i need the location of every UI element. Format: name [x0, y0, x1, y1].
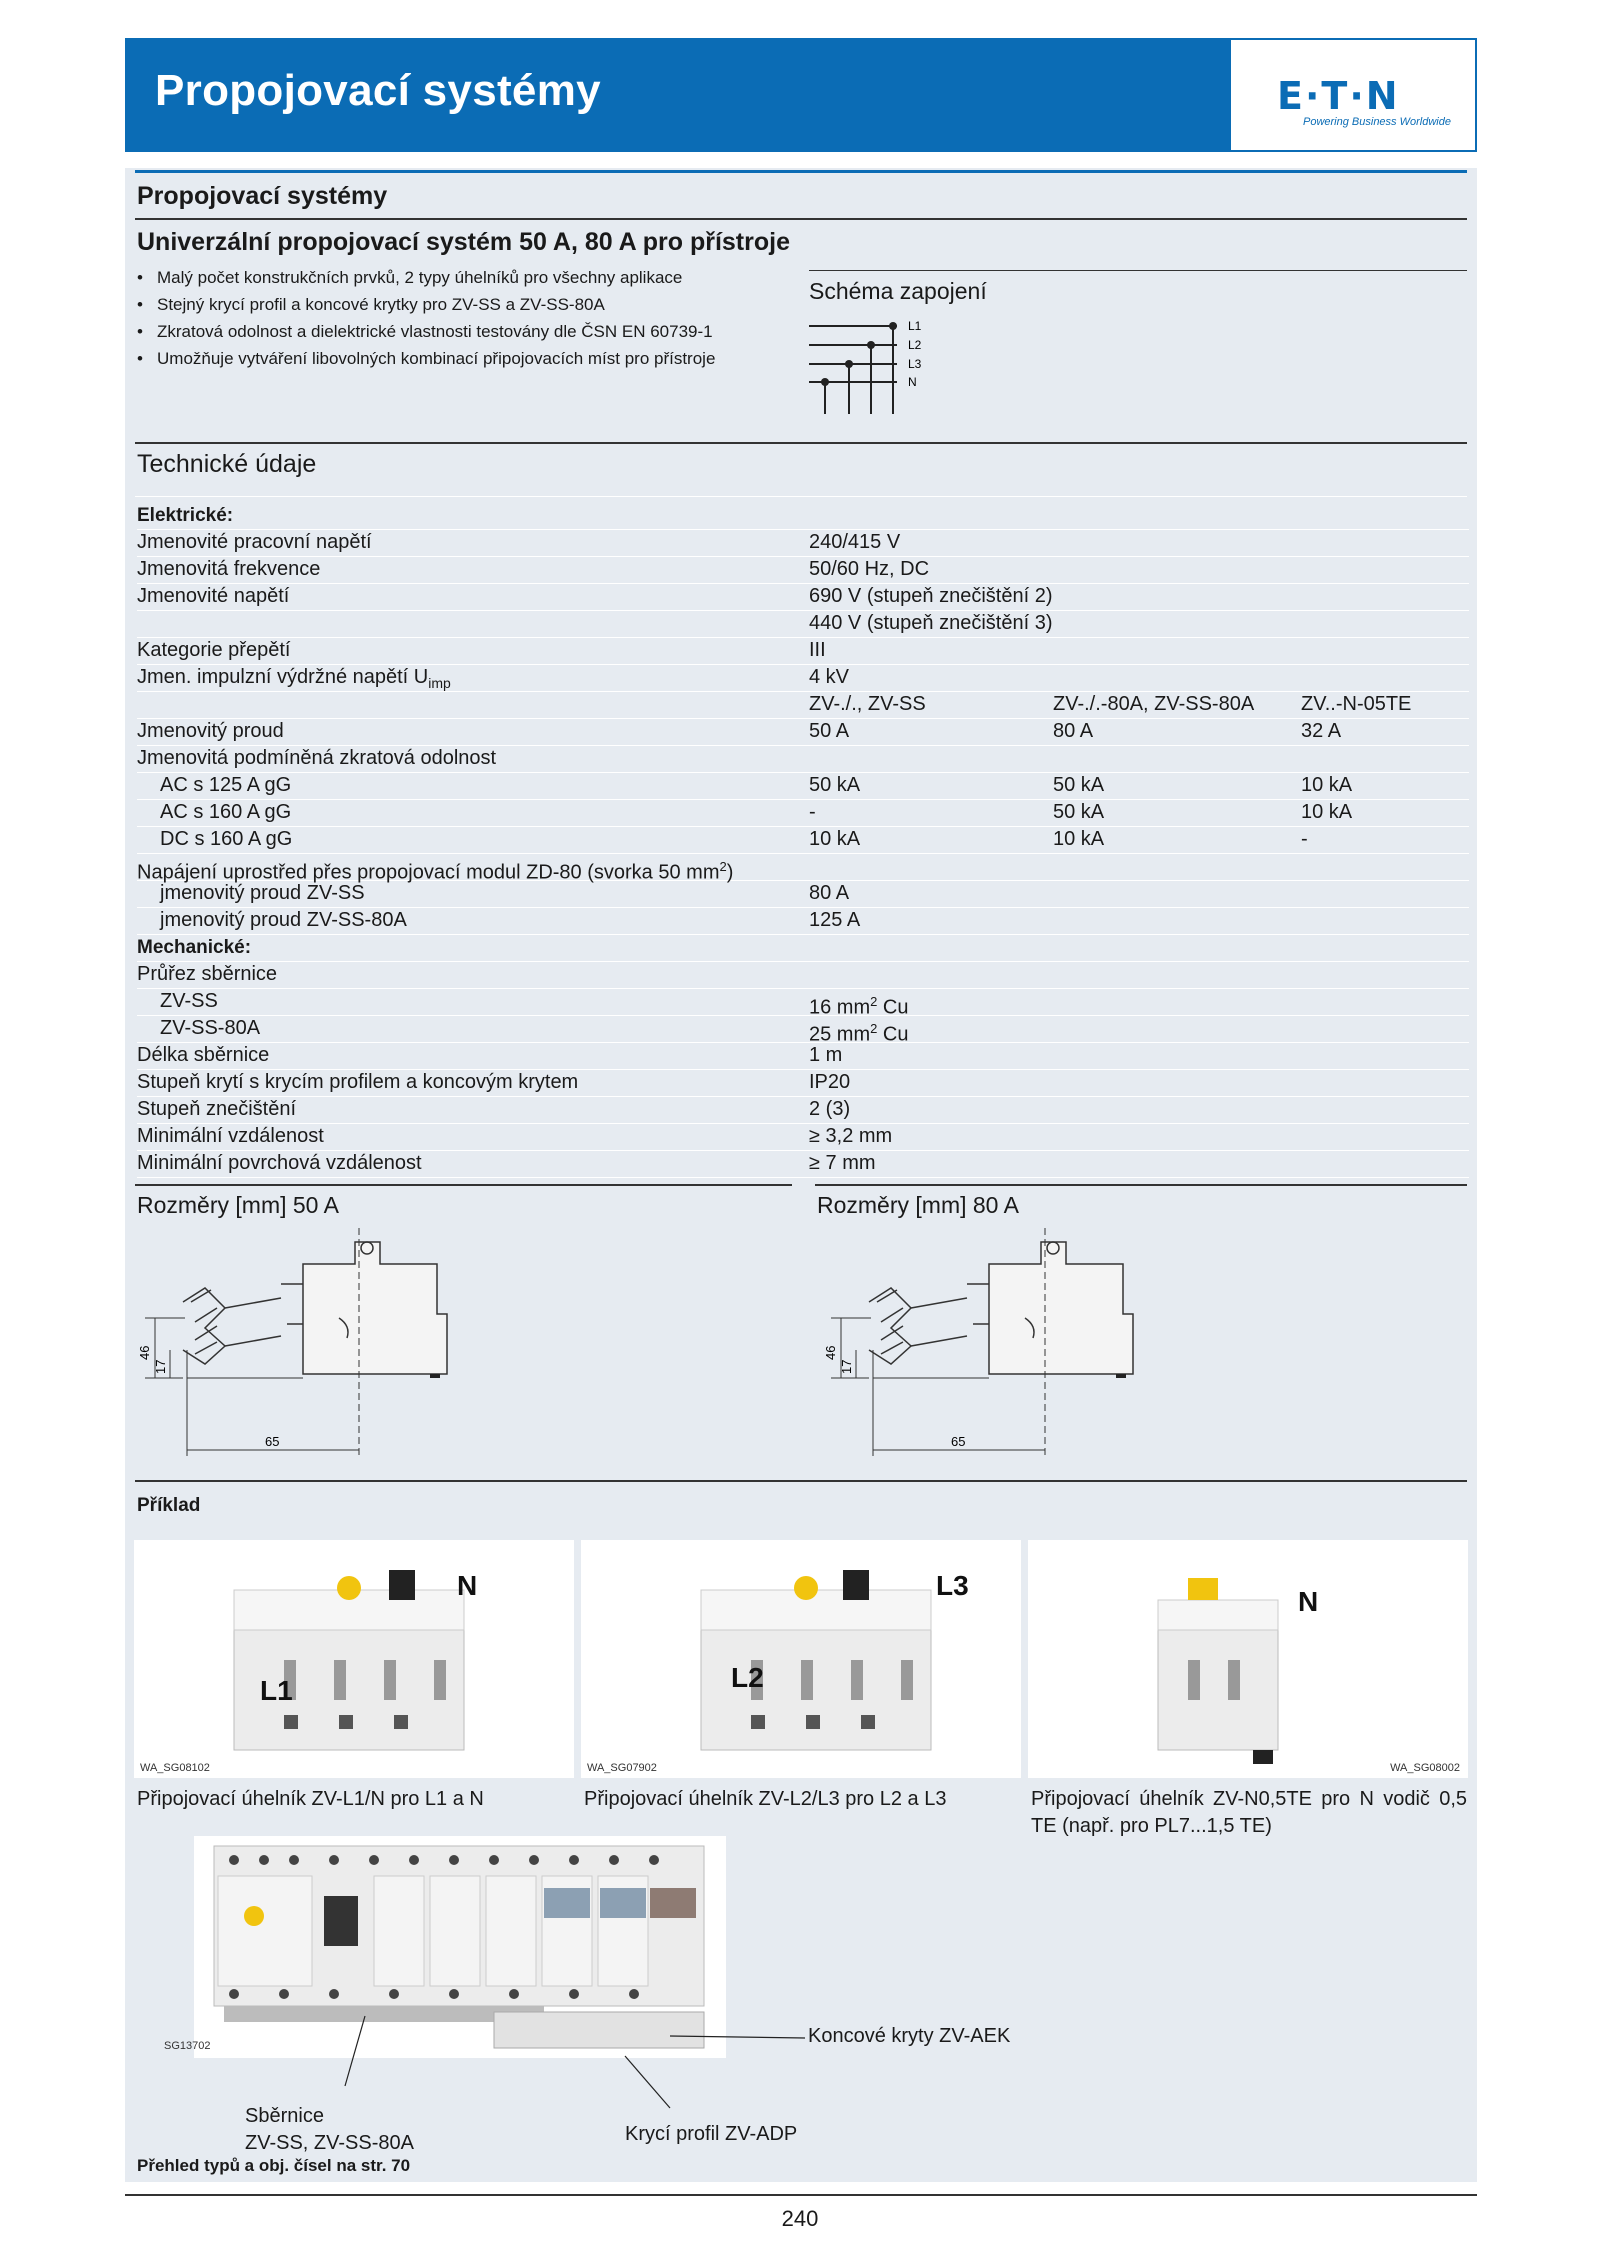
- label-l2: L2: [731, 1662, 764, 1693]
- tech-row-value: 690 V (stupeň znečištění 2): [809, 585, 1053, 607]
- label-cover-profile: Krycí profil ZV-ADP: [625, 2123, 798, 2145]
- connector-photo-icon: [134, 1540, 574, 1778]
- tech-row-value: 125 A: [809, 909, 861, 931]
- tech-row: [137, 610, 1469, 638]
- tech-row-value: -: [809, 801, 816, 823]
- tech-row-label: Elektrické:: [137, 505, 234, 526]
- tech-row-label: ZV-SS: [160, 990, 218, 1012]
- tech-row: [137, 691, 1469, 719]
- tech-row-label: Jmenovité pracovní napětí: [137, 531, 372, 553]
- label-busbar-types: ZV-SS, ZV-SS-80A: [245, 2132, 414, 2154]
- tech-row-label: Stupeň krytí s krycím profilem a koncovým krytem: [137, 1071, 579, 1093]
- tech-row: [137, 1069, 1469, 1097]
- tech-row-label: AC s 125 A gG: [160, 774, 292, 796]
- tech-row-value: 10 kA: [809, 828, 861, 850]
- tech-row-label: Jmenovitá frekvence: [137, 558, 321, 580]
- page-header: [125, 38, 1477, 152]
- tech-row-value: 32 A: [1301, 720, 1342, 742]
- tech-row-label: DC s 160 A gG: [160, 828, 293, 850]
- dim-height-46: 46: [823, 1345, 838, 1360]
- header-title: Propojovací systémy: [155, 66, 601, 115]
- tech-row-value: 10 kA: [1053, 828, 1105, 850]
- tech-row-value: ≥ 7 mm: [809, 1152, 876, 1174]
- label-l3: L3: [936, 1570, 969, 1601]
- tech-row-value: 10 kA: [1301, 801, 1353, 823]
- tech-row-value: 25 $mm^2$ Cu: [809, 1021, 909, 1046]
- divider: [815, 1184, 1467, 1186]
- content-panel: [125, 168, 1477, 2182]
- tech-row-label: Jmen. impulzní výdržné napětí $U_{imp}$: [137, 666, 451, 691]
- tech-row-value: 50 kA: [809, 774, 861, 796]
- tech-row-label: Jmenovitý proud: [137, 720, 284, 742]
- example-title: Příklad: [137, 1495, 201, 1516]
- label-l1: L1: [260, 1675, 293, 1706]
- schema-divider: [809, 270, 1467, 271]
- tech-row: [137, 1096, 1469, 1124]
- photo-code: WA_SG08002: [1390, 1762, 1460, 1774]
- tech-row: [137, 637, 1469, 665]
- tech-row-label: Průřez sběrnice: [137, 963, 278, 985]
- tech-row: [137, 1015, 1469, 1046]
- tech-row-label: Stupeň znečištění: [137, 1098, 296, 1120]
- tech-row: [137, 988, 1469, 1019]
- tech-row-value: 80 A: [809, 882, 850, 904]
- tech-row-label: Napájení uprostřed přes propojovací modul ZD-80 (svorka 50 $mm^2$): [137, 859, 734, 884]
- divider: [135, 218, 1467, 220]
- tech-row-value: ≥ 3,2 mm: [809, 1125, 893, 1147]
- tech-row: [137, 664, 1469, 692]
- dim-height-17: 17: [153, 1359, 168, 1374]
- tech-row-value: 16 $mm^2$ Cu: [809, 994, 909, 1019]
- dim-height-46: 46: [137, 1345, 152, 1360]
- tech-row-value: 80 A: [1053, 720, 1094, 742]
- tech-row-label: jmenovitý proud ZV-SS-80A: [160, 909, 407, 931]
- photo-zv-l2-l3: [581, 1540, 1021, 1778]
- schema-title: Schéma zapojení: [809, 278, 987, 304]
- tech-row-value: 10 kA: [1301, 774, 1353, 796]
- callout-lines: [125, 1836, 1477, 2136]
- tech-row: [137, 1123, 1469, 1151]
- tech-row-value: 50 kA: [1053, 774, 1105, 796]
- tech-row: [137, 880, 1469, 908]
- label-busbar: Sběrnice: [245, 2105, 324, 2127]
- divider: [135, 1184, 792, 1186]
- photo-zv-n05te: [1028, 1540, 1468, 1778]
- tech-row-value: 440 V (stupeň znečištění 3): [809, 612, 1053, 634]
- dim-width-65: 65: [951, 1434, 966, 1449]
- section-title: Propojovací systémy: [137, 182, 388, 210]
- photo-code: SG13702: [164, 2040, 211, 2052]
- logo-tagline: Powering Business Worldwide: [1303, 116, 1451, 128]
- schema-label-n: N: [908, 375, 917, 389]
- photo-zv-l1-n: [134, 1540, 574, 1778]
- schema-label-l2: L2: [908, 338, 922, 352]
- tech-row: [137, 502, 1469, 530]
- schema-label-l1: L1: [908, 319, 922, 333]
- tech-row-value: ZV-./., ZV-SS: [809, 693, 926, 715]
- tech-row: [137, 826, 1469, 854]
- feature-item: • Malý počet konstrukčních prvků, 2 typy úhelníků pro všechny aplikace: [137, 264, 797, 291]
- logo-word: E·T·N: [1277, 74, 1400, 118]
- tech-row: [137, 556, 1469, 584]
- tech-row-label: Délka sběrnice: [137, 1044, 270, 1066]
- tech-row: [137, 1042, 1469, 1070]
- photo-caption: Připojovací úhelník ZV-L2/L3 pro L2 a L3: [584, 1788, 947, 1810]
- tech-row: [137, 745, 1469, 773]
- dim-width-65: 65: [265, 1434, 280, 1449]
- tech-row-value: 50/60 Hz, DC: [809, 558, 930, 580]
- dimension-drawing-50a: [125, 1228, 485, 1458]
- schema-label-l3: L3: [908, 357, 922, 371]
- tech-row-value: ZV..-N-05TE: [1301, 693, 1412, 715]
- tech-row-value: -: [1301, 828, 1308, 850]
- tech-row-value: III: [809, 639, 826, 661]
- tech-row-label: Mechanické:: [137, 937, 252, 958]
- dims-left-title: Rozměry [mm] 50 A: [137, 1192, 339, 1218]
- tech-row-label: ZV-SS-80A: [160, 1017, 261, 1039]
- connector-photo-icon: [1028, 1540, 1468, 1778]
- tech-row: [137, 853, 1469, 884]
- tech-row-label: Jmenovité napětí: [137, 585, 290, 607]
- label-end-covers: Koncové kryty ZV-AEK: [808, 2025, 1011, 2047]
- section-subtitle: Univerzální propojovací systém 50 A, 80 A pro přístroje: [137, 228, 790, 256]
- tech-row-value: 4 kV: [809, 666, 850, 688]
- tech-row: [137, 529, 1469, 557]
- tech-row-label: Minimální povrchová vzdálenost: [137, 1152, 422, 1174]
- tech-row: [137, 583, 1469, 611]
- tech-row-label: Jmenovitá podmíněná zkratová odolnost: [137, 747, 497, 769]
- page-number: 240: [781, 2206, 819, 2231]
- tech-row: [137, 718, 1469, 746]
- wiring-schema: [805, 318, 945, 418]
- tech-row-label: Kategorie přepětí: [137, 639, 291, 661]
- tech-row-label: AC s 160 A gG: [160, 801, 292, 823]
- divider: [135, 496, 1467, 497]
- tech-title: Technické údaje: [137, 450, 317, 478]
- dims-right-title: Rozměry [mm] 80 A: [817, 1192, 1019, 1218]
- tech-row: [137, 799, 1469, 827]
- tech-row-value: 50 kA: [1053, 801, 1105, 823]
- tech-row: [137, 907, 1469, 935]
- label-n: N: [1298, 1586, 1319, 1617]
- tech-row-value: ZV-./.-80A, ZV-SS-80A: [1053, 693, 1255, 715]
- eaton-logo: [1229, 38, 1477, 152]
- tech-row-value: 2 (3): [809, 1098, 851, 1120]
- label-n: N: [457, 1570, 478, 1601]
- feature-list: [137, 264, 797, 372]
- top-divider: [135, 170, 1467, 173]
- photo-caption: Připojovací úhelník ZV-L1/N pro L1 a N: [137, 1788, 484, 1810]
- photo-code: WA_SG08102: [140, 1762, 210, 1774]
- photo-code: WA_SG07902: [587, 1762, 657, 1774]
- tech-row-value: 50 A: [809, 720, 850, 742]
- tech-row: [137, 772, 1469, 800]
- dim-height-17: 17: [839, 1359, 854, 1374]
- dimension-drawing-80a: [811, 1228, 1171, 1458]
- divider: [135, 1480, 1467, 1482]
- tech-row: [137, 1150, 1469, 1178]
- tech-row: [137, 934, 1469, 962]
- feature-item: • Stejný krycí profil a koncové krytky pro ZV-SS a ZV-SS-80A: [137, 291, 797, 318]
- tech-row-value: 1 m: [809, 1044, 843, 1066]
- footer-note: Přehled typů a obj. čísel na str. 70: [137, 2156, 411, 2175]
- feature-item: • Umožňuje vytváření libovolných kombinací připojovacích míst pro přístroje: [137, 345, 797, 372]
- feature-item: • Zkratová odolnost a dielektrické vlastnosti testovány dle ČSN EN 60739-1: [137, 318, 797, 345]
- footer-divider: [125, 2194, 1477, 2196]
- tech-row-value: IP20: [809, 1071, 851, 1093]
- tech-row-value: 240/415 V: [809, 531, 901, 553]
- divider: [135, 442, 1467, 444]
- tech-row: [137, 961, 1469, 989]
- tech-row-label: jmenovitý proud ZV-SS: [160, 882, 365, 904]
- photo-caption: Připojovací úhelník ZV-N0,5TE pro N vodič 0,5 TE (např. pro PL7...1,5 TE): [1031, 1788, 1467, 1837]
- tech-row-label: Minimální vzdálenost: [137, 1125, 324, 1147]
